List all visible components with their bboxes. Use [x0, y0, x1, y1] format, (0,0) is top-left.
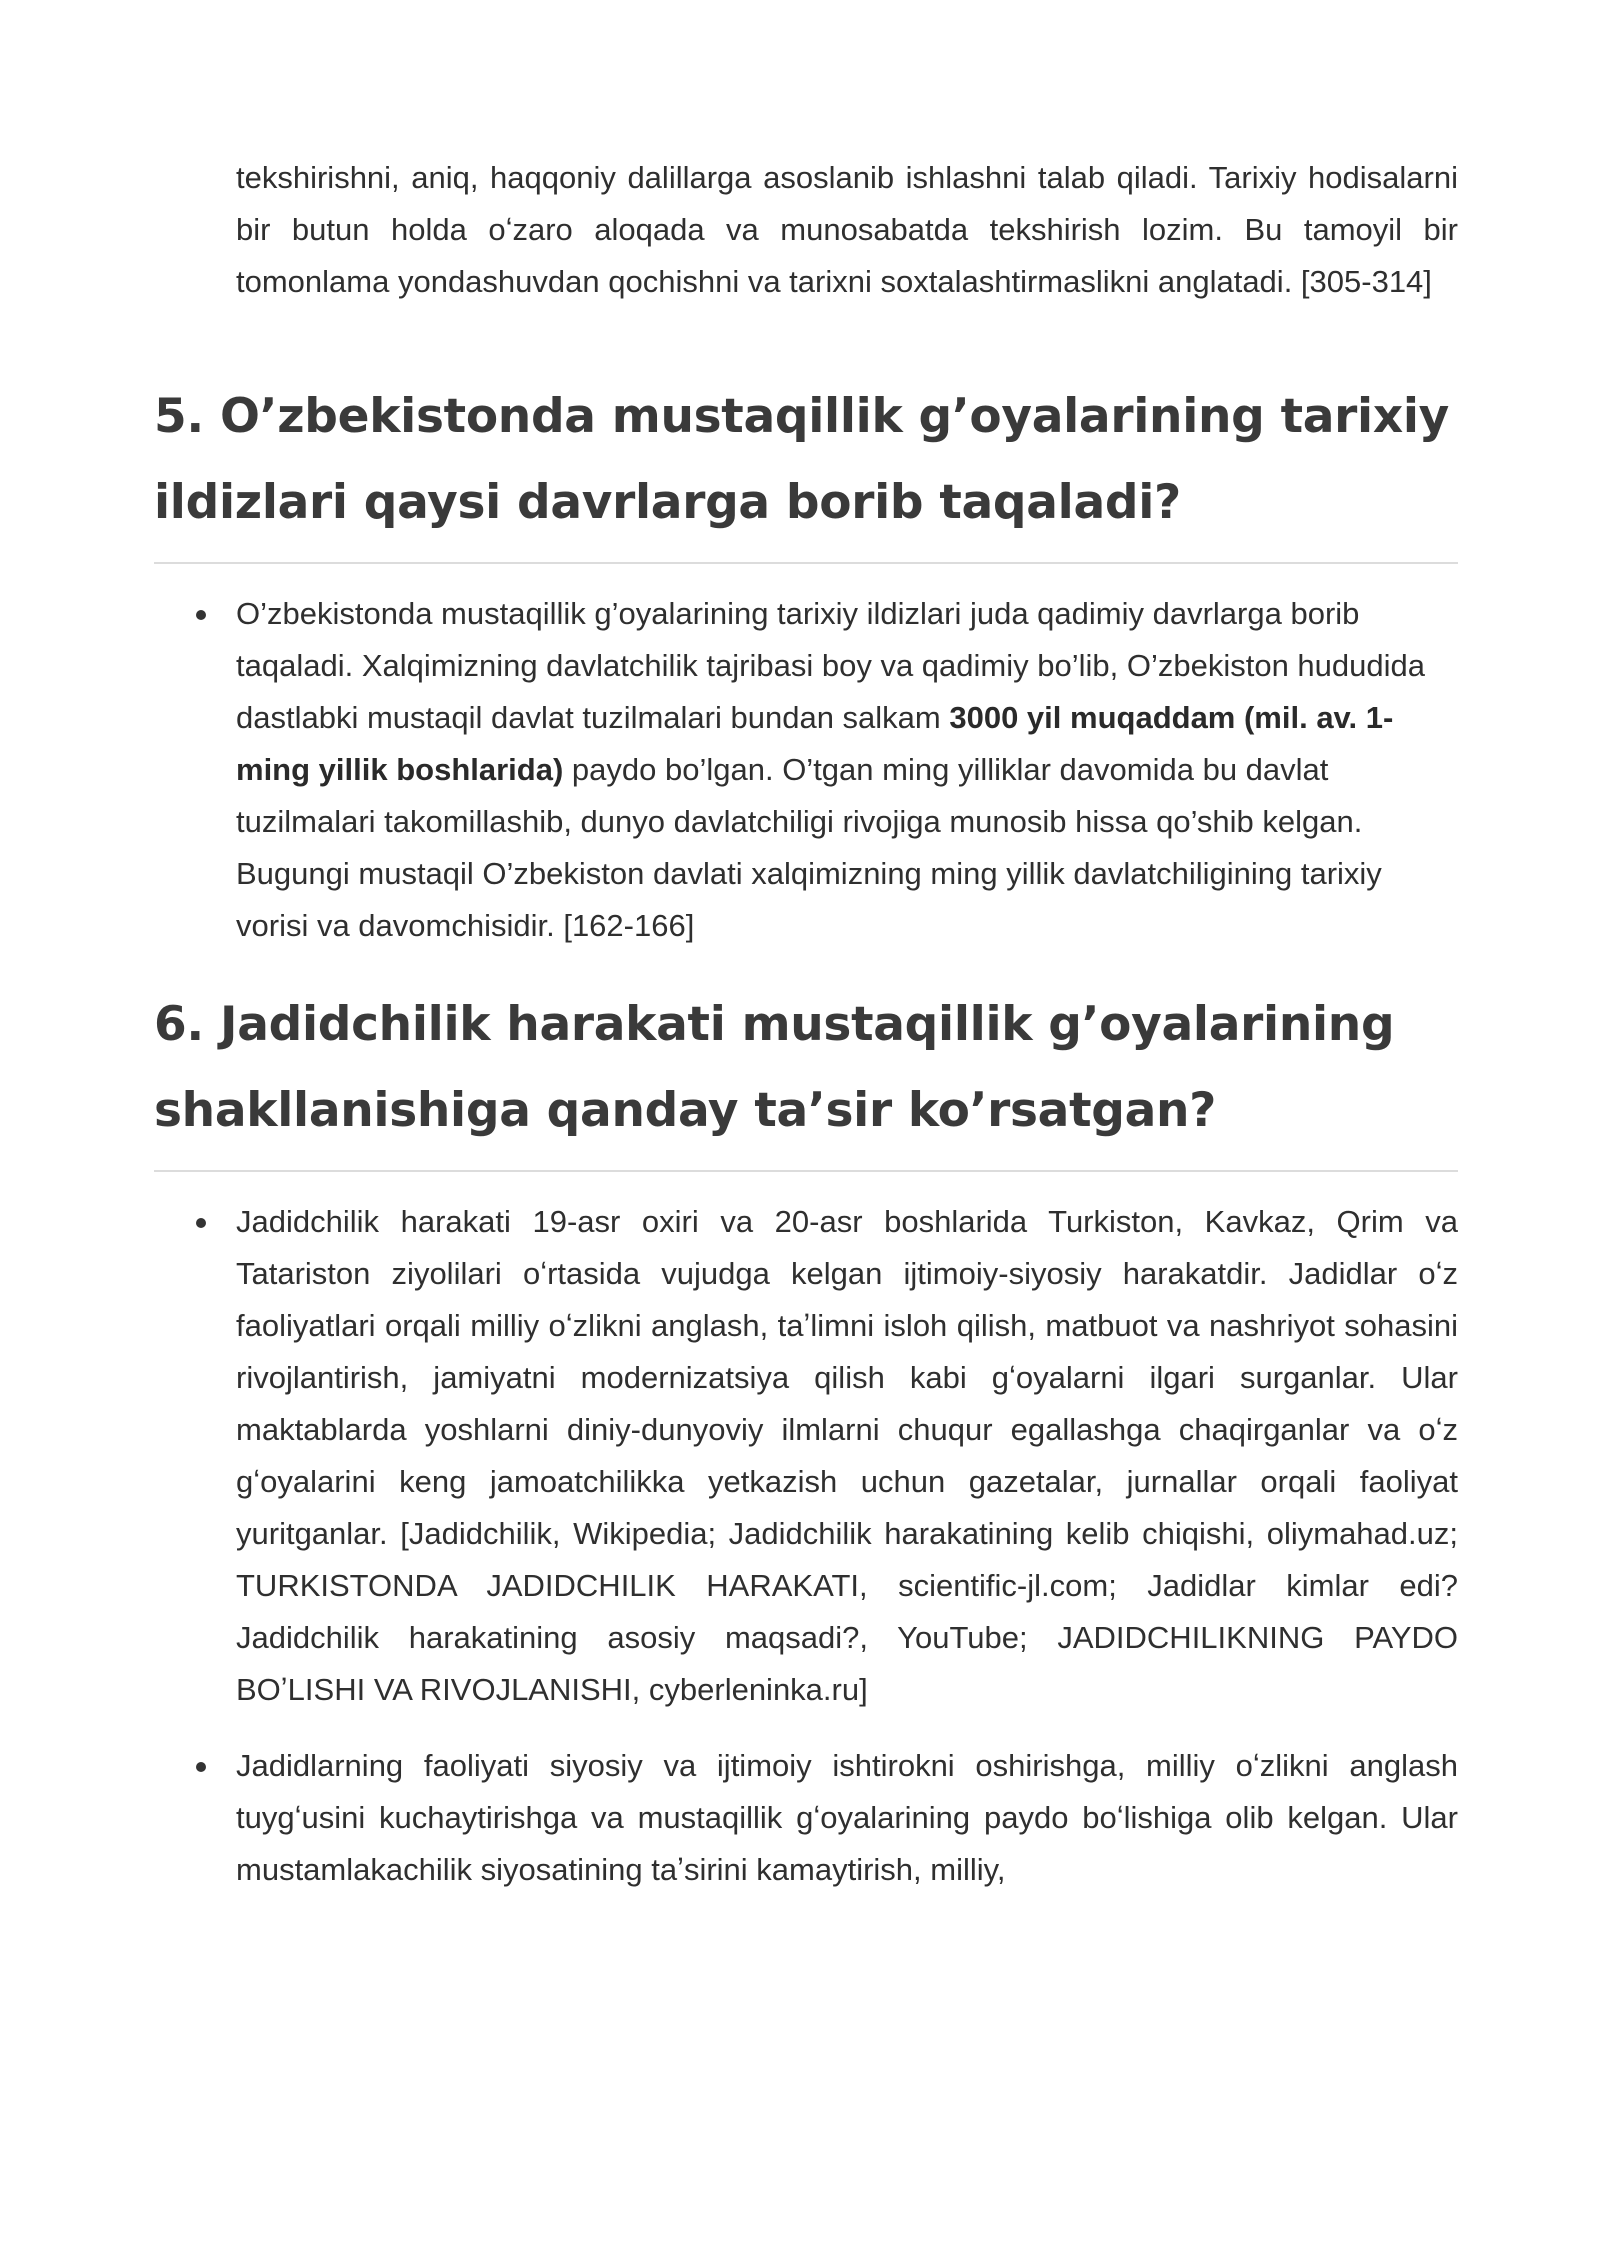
bullet-text: Jadidchilik harakati 19-asr oxiri va 20-asr boshlarida Turkiston, Kavkaz, Qrim va Tatariston ziyolilari oʻrtasida vujudga kelgan ijtimoiy-siyosiy harakatdir. Jadidlar oʻz faoliyatlari orqali milliy oʻzlikni anglash, taʼlimni isloh qilish, matbuot va nashriyot sohasini rivojlantirish, jamiyatni modernizatsiya qilish kabi gʻoyalarni ilgari surganlar. Ular maktablarda yoshlarni diniy-dunyoviy ilmlarni chuqur egallashga chaqirganlar va oʻz gʻoyalarini keng jamoatchilikka yetkazish uchun gazetalar, jurnallar orqali faoliyat yuritganlar. [Jadidchilik, Wikipedia; Jadidchilik harakatining kelib chiqishi, oliymahad.uz; TURKISTONDA JADIDCHILIK HARAKATI, scientific-jl.com; Jadidlar kimlar edi? Jadidchilik harakatining asosiy maqsadi?, YouTube; JADIDCHILIKNING PAYDO BOʼLISHI VA RIVOJLANISHI, cyberleninka.ru] [236, 1204, 1458, 1707]
bullet-text-start: O’zbekistonda mustaqillik g’oyalarining tarixiy ildizlari juda qadimiy davrlarga borib taqaladi. Xalqimizning davlatchilik tajribasi boy va qadimiy bo’lib, O’zbekiston hududida dastlabki mustaqil davlat tuzilmalari bundan salkam [236, 596, 1425, 735]
bullet-dot-icon [196, 610, 206, 620]
bullet-text-end: paydo bo’lgan. O’tgan ming yilliklar davomida bu davlat tuzilmalari takomillashib, dunyo davlatchiligi rivojiga munosib hissa qo’shib kelgan. Bugungi mustaqil O’zbekiston davlati xalqimizning ming yillik davlatchiligining tarixiy vorisi va davomchisidir. [162-166] [236, 752, 1382, 943]
section-5-list [154, 588, 1458, 952]
bullet-bold-text: 3000 yil muqaddam (mil. av. 1-ming yillik boshlarida) [236, 700, 1394, 787]
intro-paragraph: tekshirishni, aniq, haqqoniy dalillarga asoslanib ishlashni talab qiladi. Tarixiy hodisalarni bir butun holda oʻzaro aloqada va munosabatda tekshirish lozim. Bu tamoyil bir tomonlama yondashuvdan qochishni va tarixni soxtalashtirmaslikni anglatadi. [305-314] [236, 160, 1458, 299]
bullet-dot-icon [196, 1218, 206, 1228]
list-item [154, 1196, 1458, 1716]
list-item [154, 1740, 1458, 1896]
section-6-heading: 6. Jadidchilik harakati mustaqillik g’oyalarining shakllanishiga qanday ta’sir ko’rsatgan? [154, 982, 1458, 1172]
document-page [154, 152, 1458, 1920]
section-5-heading: 5. O’zbekistonda mustaqillik g’oyalarining tarixiy ildizlari qaysi davrlarga borib taqaladi? [154, 374, 1458, 564]
section-6-list [154, 1196, 1458, 1896]
bullet-dot-icon [196, 1762, 206, 1772]
bullet-text: Jadidlarning faoliyati siyosiy va ijtimoiy ishtirokni oshirishga, milliy oʻzlikni anglash tuygʻusini kuchaytirishga va mustaqillik gʻoyalarining paydo boʻlishiga olib kelgan. Ular mustamlakachilik siyosatining taʼsirini kamaytirish, milliy, [236, 1748, 1458, 1887]
list-item [154, 588, 1458, 952]
